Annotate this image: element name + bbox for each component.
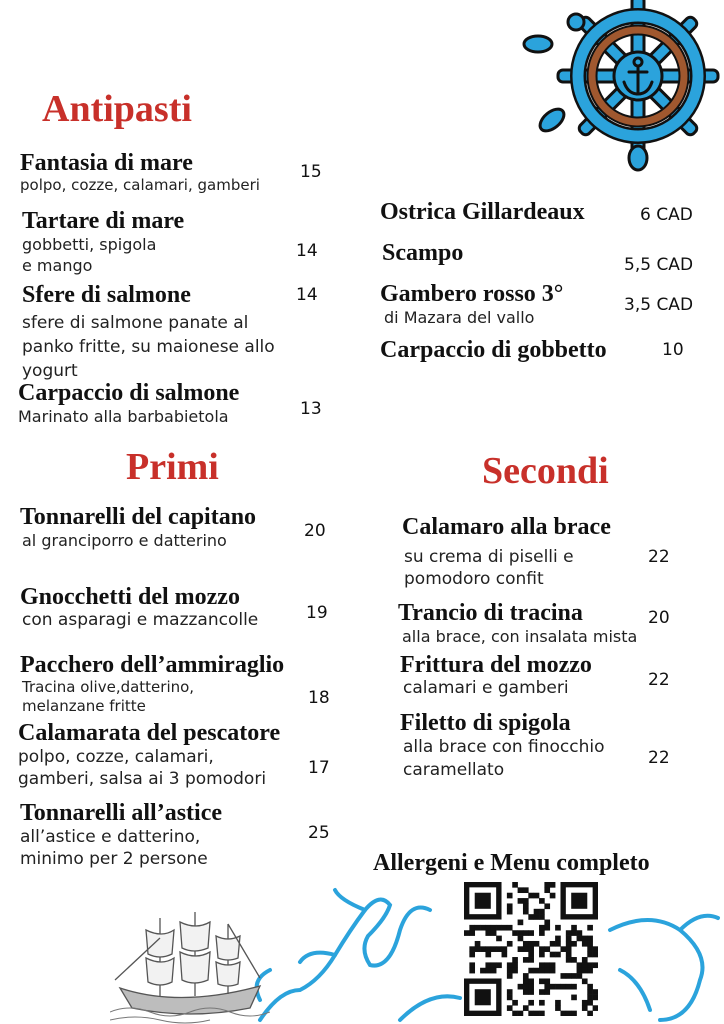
dish-name: Frittura del mozzo xyxy=(400,652,592,678)
menu-item xyxy=(18,380,239,427)
dish-description: calamari e gamberi xyxy=(403,678,569,699)
dish-description: alla brace, con insalata mista xyxy=(402,627,638,647)
menu-item xyxy=(22,282,275,383)
dish-price: 22 xyxy=(648,670,670,690)
dish-price: 14 xyxy=(296,241,318,261)
dish-price: 10 xyxy=(662,340,684,360)
dish-price: 3,5 CAD xyxy=(624,295,694,315)
dish-description: alla brace con finocchio caramellato xyxy=(403,737,605,781)
dish-description: Tracina olive,datterino, melanzane fritte xyxy=(22,678,195,716)
dish-price: 15 xyxy=(300,162,322,182)
menu-item xyxy=(380,281,563,328)
dish-name: Carpaccio di gobbetto xyxy=(380,337,607,363)
ship-wheel-icon xyxy=(516,0,724,172)
dish-price: 5,5 CAD xyxy=(624,255,694,275)
dish-description: all’astice e datterino, minimo per 2 persone xyxy=(20,827,208,870)
qr-code[interactable] xyxy=(464,882,598,1016)
dish-description: con asparagi e mazzancolle xyxy=(22,610,259,631)
dish-description: su crema di piselli e pomodoro confit xyxy=(404,547,574,590)
menu-item xyxy=(22,208,184,276)
menu-item xyxy=(402,514,611,590)
dish-name: Ostrica Gillardeaux xyxy=(380,199,585,225)
dish-description: polpo, cozze, calamari, gamberi xyxy=(20,176,260,195)
menu-item xyxy=(20,504,256,551)
menu-item xyxy=(20,584,258,631)
secondi-title: Secondi xyxy=(482,450,609,492)
dish-name: Scampo xyxy=(382,240,464,266)
dish-name: Trancio di tracina xyxy=(398,600,583,626)
dish-description: polpo, cozze, calamari, gamberi, salsa ai 3 pomodori xyxy=(18,747,267,790)
dish-name: Pacchero dell’ammiraglio xyxy=(20,652,285,678)
dish-description: gobbetti, spigola e mango xyxy=(22,235,157,276)
dish-name: Gambero rosso 3° xyxy=(380,281,564,307)
dish-price: 13 xyxy=(300,399,322,419)
dish-description: Marinato alla barbabietola xyxy=(18,407,229,427)
dish-price: 20 xyxy=(304,521,326,541)
dish-price: 14 xyxy=(296,285,318,305)
dish-price: 25 xyxy=(308,823,330,843)
dish-name: Calamarata del pescatore xyxy=(18,720,281,746)
dish-price: 20 xyxy=(648,608,670,628)
dish-name: Sfere di salmone xyxy=(22,282,191,308)
dish-price: 22 xyxy=(648,547,670,567)
menu-item xyxy=(400,710,605,782)
dish-price: 18 xyxy=(308,688,330,708)
dish-name: Calamaro alla brace xyxy=(402,514,611,540)
dish-name: Carpaccio di salmone xyxy=(18,380,240,406)
primi-title: Primi xyxy=(126,446,219,488)
menu-item xyxy=(398,600,637,647)
dish-description: sfere di salmone panate al panko fritte, su maionese allo yogurt xyxy=(22,313,275,382)
menu-item xyxy=(18,720,280,790)
dish-price: 6 CAD xyxy=(640,205,693,225)
menu-item xyxy=(20,150,260,195)
dish-name: Tonnarelli del capitano xyxy=(20,504,257,530)
qr-caption: Allergeni e Menu completo xyxy=(373,850,650,876)
dish-description: al granciporro e datterino xyxy=(22,531,227,551)
dish-name: Fantasia di mare xyxy=(20,150,193,176)
dish-name: Gnocchetti del mozzo xyxy=(20,584,240,610)
dish-name: Tartare di mare xyxy=(22,208,185,234)
dish-description: di Mazara del vallo xyxy=(384,308,535,328)
dish-price: 19 xyxy=(306,603,328,623)
dish-price: 22 xyxy=(648,748,670,768)
dish-price: 17 xyxy=(308,758,330,778)
dish-name: Filetto di spigola xyxy=(400,710,571,736)
sailing-ship-icon xyxy=(110,908,270,1024)
dish-name: Tonnarelli all’astice xyxy=(20,800,223,826)
menu-item xyxy=(20,800,222,870)
menu-item xyxy=(20,652,284,716)
antipasti-title: Antipasti xyxy=(42,88,192,130)
menu-item xyxy=(400,652,592,699)
